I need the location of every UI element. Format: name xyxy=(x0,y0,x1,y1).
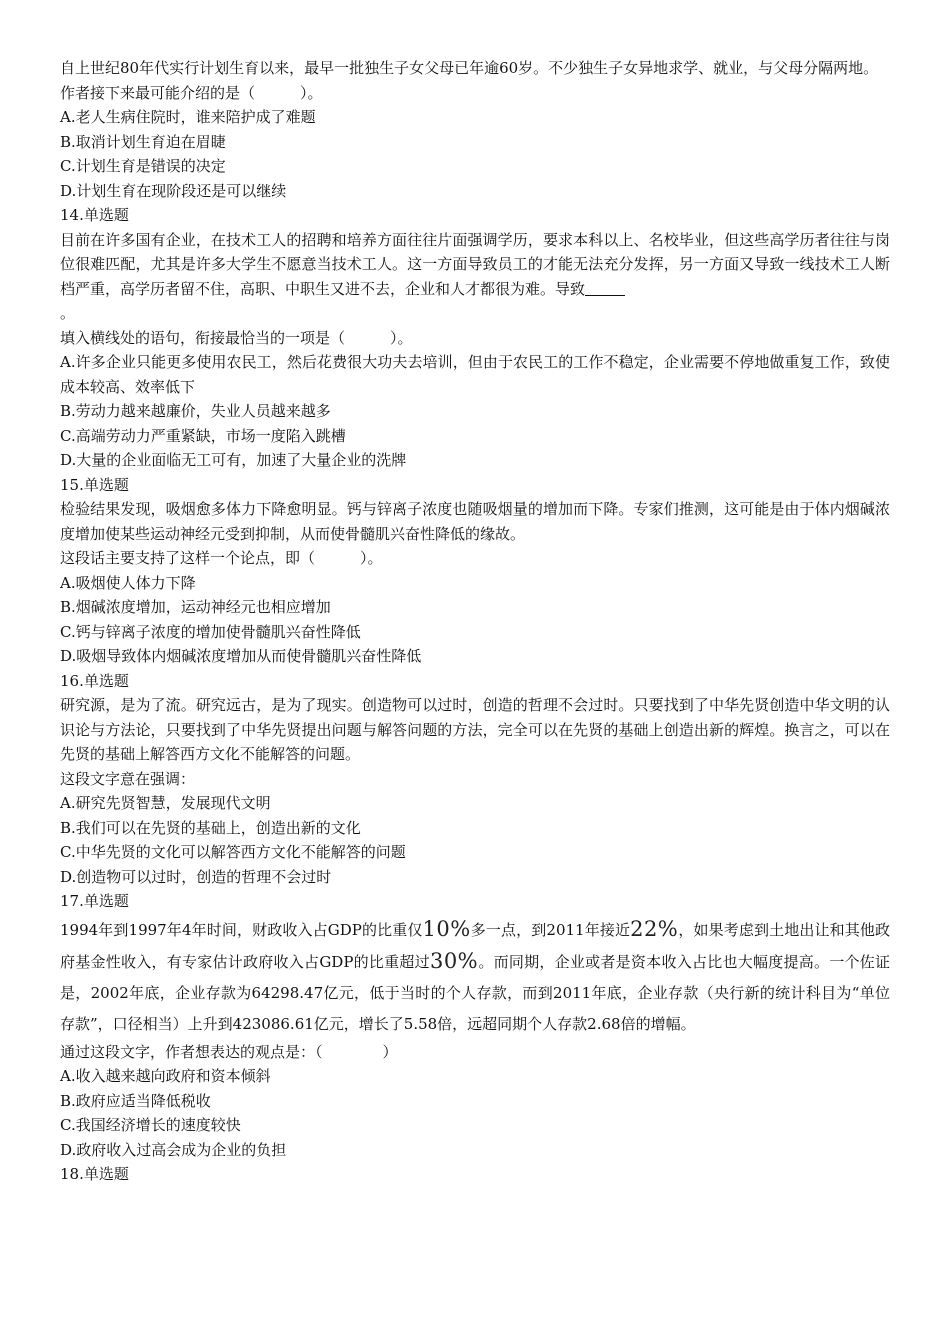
question-13-tail xyxy=(60,56,890,203)
percent-figure-1: 10% xyxy=(422,916,471,941)
option-a[interactable]: A.研究先贤智慧，发展现代文明 xyxy=(60,794,271,812)
question-heading: 17.单选题 xyxy=(60,892,129,910)
option-b[interactable]: B.劳动力越来越廉价，失业人员越来越多 xyxy=(60,402,331,420)
question-heading: 16.单选题 xyxy=(60,671,129,690)
question-prompt: 这段文字意在强调： xyxy=(60,769,196,788)
passage-text-2: 多一点，到2011年接近 xyxy=(470,920,631,939)
question-heading: 14.单选题 xyxy=(60,206,129,224)
question-prompt: 填入横线处的语句，衔接最恰当的一项是（ ）。 xyxy=(60,328,413,347)
percent-figure-3: 30% xyxy=(429,948,479,973)
passage-text: 目前在许多国有企业，在技术工人的招聘和培养方面往往片面强调学历，要求本科以上、名校毕业，但这些高学历者往往与岗位很难匹配，尤其是许多大学生不愿意当技术工人。这一方面导致员工的才能无法充分发挥，另一方面又导致一线技术工人断档严重，高学历者留不住，高职、中职生又进不去，企业和人才都很为难。导致 xyxy=(60,230,890,298)
option-d[interactable]: D.吸烟导致体内烟碱浓度增加从而使骨髓肌兴奋性降低 xyxy=(60,647,422,665)
question-14 xyxy=(60,203,890,473)
passage-end: 。 xyxy=(60,304,76,322)
option-c[interactable]: C.计划生育是错误的决定 xyxy=(60,157,226,175)
passage-text-4: 。而同期，企业或者是资本收入占比也大幅度提高。一个佐证是，2002年底，企业存款为64298.47亿元，低于当时的个人存款，而到2011年底，企业存款（央行新的统计科目为“单位存款”，口径相当）上升到423086.61亿元，增长了5.58倍，远超同期个人存款2.68倍的增幅。 xyxy=(60,952,890,1033)
option-d[interactable]: D.大量的企业面临无工可有，加速了大量企业的洗牌 xyxy=(60,451,407,469)
exam-page xyxy=(60,56,890,1187)
question-prompt: 通过这段文字，作者想表达的观点是：（ ） xyxy=(60,1042,398,1061)
question-heading: 15.单选题 xyxy=(60,475,129,494)
option-d[interactable]: D.计划生育在现阶段还是可以继续 xyxy=(60,181,287,200)
question-passage xyxy=(60,228,890,326)
option-a[interactable]: A.收入越来越向政府和资本倾斜 xyxy=(60,1067,271,1085)
question-prompt: 这段话主要支持了这样一个论点，即（ ）。 xyxy=(60,549,383,567)
option-a[interactable]: A.吸烟使人体力下降 xyxy=(60,573,196,592)
option-a[interactable]: A.许多企业只能更多使用农民工，然后花费很大功夫去培训，但由于农民工的工作不稳定，企业需要不停地做重复工作，致使成本较高、效率低下 xyxy=(60,353,890,396)
option-c[interactable]: C.高端劳动力严重紧缺，市场一度陷入跳槽 xyxy=(60,426,346,445)
question-16 xyxy=(60,669,890,890)
option-a[interactable]: A.老人生病住院时，谁来陪护成了难题 xyxy=(60,108,316,126)
question-passage: 自上世纪80年代实行计划生育以来，最早一批独生子女父母已年逾60岁。不少独生子女异地求学、就业，与父母分隔两地。 xyxy=(60,59,879,77)
option-b[interactable]: B.取消计划生育迫在眉睫 xyxy=(60,132,226,151)
option-c[interactable]: C.中华先贤的文化可以解答西方文化不能解答的问题 xyxy=(60,843,406,861)
question-passage: 研究源，是为了流。研究远古，是为了现实。创造物可以过时，创造的哲理不会过时。只要找到了中华先贤创造中华文明的认识论与方法论，只要找到了中华先贤提出问题与解答问题的方法，完全可以在先贤的基础上创造出新的辉煌。换言之，可以在先贤的基础上解答西方文化不能解答的问题。 xyxy=(60,696,890,763)
passage-text-1: 1994年到1997年4年时间，财政收入占GDP的比重仅 xyxy=(60,920,423,939)
question-prompt: 作者接下来最可能介绍的是（ ）。 xyxy=(60,83,323,102)
option-b[interactable]: B.我们可以在先贤的基础上，创造出新的文化 xyxy=(60,818,361,837)
question-17 xyxy=(60,889,890,1162)
option-b[interactable]: B.政府应适当降低税收 xyxy=(60,1091,211,1110)
option-c[interactable]: C.钙与锌离子浓度的增加使骨髓肌兴奋性降低 xyxy=(60,622,361,641)
question-18 xyxy=(60,1162,890,1187)
option-c[interactable]: C.我国经济增长的速度较快 xyxy=(60,1116,241,1134)
option-d[interactable]: D.政府收入过高会成为企业的负担 xyxy=(60,1140,287,1159)
percent-figure-2: 22% xyxy=(630,916,679,941)
option-d[interactable]: D.创造物可以过时，创造的哲理不会过时 xyxy=(60,867,332,886)
question-passage xyxy=(60,914,890,1040)
fill-blank xyxy=(585,281,625,296)
question-15 xyxy=(60,473,890,669)
passage-text-3: ，如果考虑到土地出让和其他政府基金性收入，有专家估计政府收入占GDP的比重超过 xyxy=(60,920,890,971)
question-heading: 18.单选题 xyxy=(60,1165,129,1183)
question-passage: 检验结果发现，吸烟愈多体力下降愈明显。钙与锌离子浓度也随吸烟量的增加而下降。专家们推测，这可能是由于体内烟碱浓度增加使某些运动神经元受到抑制，从而使骨髓肌兴奋性降低的缘故。 xyxy=(60,500,890,543)
option-b[interactable]: B.烟碱浓度增加，运动神经元也相应增加 xyxy=(60,598,331,616)
